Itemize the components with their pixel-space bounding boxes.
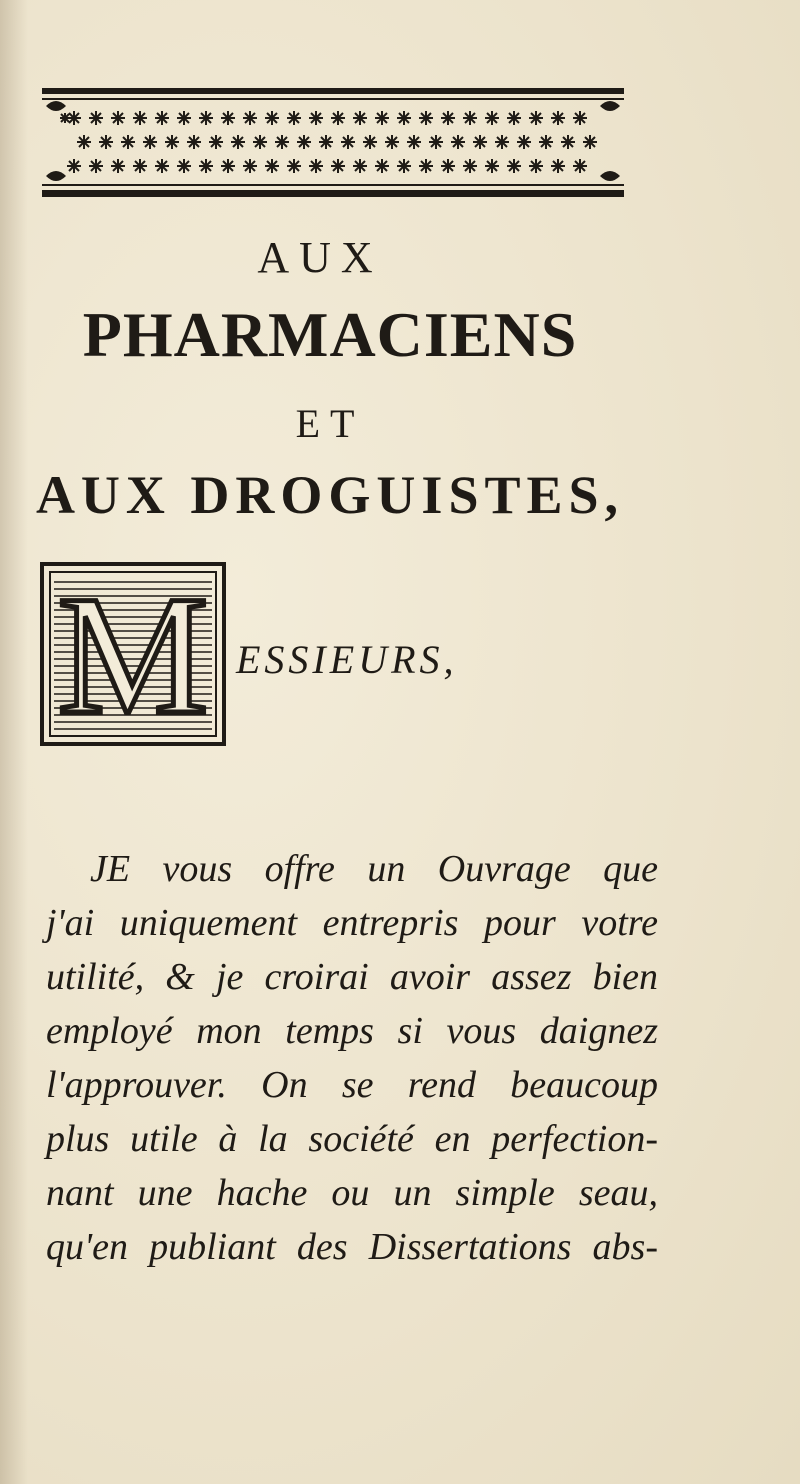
text-line: JE vous offre un Ouvrage que bbox=[90, 848, 658, 890]
ornament-star bbox=[441, 159, 455, 173]
ornament-star bbox=[507, 159, 521, 173]
ornament-star bbox=[67, 111, 81, 125]
ornament-star bbox=[583, 135, 597, 149]
ornament-star bbox=[121, 135, 135, 149]
ornament-star bbox=[397, 159, 411, 173]
ornament-star bbox=[385, 135, 399, 149]
ornament-star bbox=[573, 159, 587, 173]
text-line: utilité, & je croirai avoir assez bien bbox=[46, 956, 658, 998]
ornament-star bbox=[529, 159, 543, 173]
ornament-star bbox=[309, 111, 323, 125]
header-ornament bbox=[40, 84, 626, 202]
ornament-star bbox=[221, 111, 235, 125]
ornament-star bbox=[375, 111, 389, 125]
text-line: nant une hache ou un simple seau, bbox=[46, 1172, 658, 1214]
ornament-star bbox=[99, 135, 113, 149]
text-line: employé mon temps si vous daignez bbox=[46, 1010, 658, 1052]
ornament-star bbox=[187, 135, 201, 149]
ornament-star bbox=[375, 159, 389, 173]
ornament-star bbox=[507, 111, 521, 125]
text-line: plus utile à la société en perfection- bbox=[46, 1118, 658, 1160]
heading-aux: AUX bbox=[257, 233, 383, 282]
ornament-star bbox=[243, 159, 257, 173]
ornament-star bbox=[209, 135, 223, 149]
heading-et: ET bbox=[295, 401, 365, 446]
ornament-star bbox=[331, 111, 345, 125]
ornament-star bbox=[473, 135, 487, 149]
ornament-star bbox=[551, 159, 565, 173]
ornament-star bbox=[133, 159, 147, 173]
ornament-star bbox=[529, 111, 543, 125]
text-line: j'ai uniquement entrepris pour votre bbox=[46, 902, 658, 944]
ornament-star bbox=[419, 159, 433, 173]
ornament-star bbox=[287, 111, 301, 125]
ornament-star bbox=[397, 111, 411, 125]
heading-droguistes: AUX DROGUISTES, bbox=[35, 465, 625, 525]
gutter-shadow bbox=[0, 0, 28, 1484]
text-line: qu'en publiant des Dissertations abs- bbox=[46, 1226, 658, 1268]
ornament-star bbox=[77, 135, 91, 149]
ornament-star bbox=[265, 111, 279, 125]
ornament-star bbox=[111, 159, 125, 173]
ornament-star bbox=[495, 135, 509, 149]
ornament-star bbox=[253, 135, 267, 149]
ornament-star bbox=[111, 111, 125, 125]
ornament-star bbox=[485, 111, 499, 125]
ornament-star bbox=[177, 159, 191, 173]
salutation: ESSIEURS, bbox=[236, 637, 458, 682]
ornament-star bbox=[155, 159, 169, 173]
ornament-star bbox=[407, 135, 421, 149]
drop-cap-letter: M bbox=[57, 562, 209, 746]
ornament-star bbox=[441, 111, 455, 125]
ornament-star bbox=[331, 159, 345, 173]
ornament-star bbox=[573, 111, 587, 125]
ornament-star bbox=[451, 135, 465, 149]
ornament-star bbox=[89, 159, 103, 173]
ornament-star bbox=[221, 159, 235, 173]
ornament-star bbox=[517, 135, 531, 149]
ornament-star bbox=[551, 111, 565, 125]
ornament-star bbox=[309, 159, 323, 173]
ornament-star bbox=[155, 111, 169, 125]
ornament-star bbox=[463, 159, 477, 173]
ornament-star bbox=[133, 111, 147, 125]
ornament-star bbox=[199, 111, 213, 125]
ornament-star bbox=[275, 135, 289, 149]
ornament-star bbox=[177, 111, 191, 125]
ornament-star bbox=[353, 111, 367, 125]
ornament-star bbox=[539, 135, 553, 149]
ornament-star bbox=[419, 111, 433, 125]
ornament-star bbox=[341, 135, 355, 149]
text-line: l'approuver. On se rend beaucoup bbox=[46, 1064, 658, 1106]
drop-cap-ornament bbox=[40, 562, 226, 746]
ornament-star bbox=[319, 135, 333, 149]
ornament-star bbox=[199, 159, 213, 173]
ornament-star bbox=[165, 135, 179, 149]
body-paragraph bbox=[46, 842, 658, 1274]
ornament-star bbox=[287, 159, 301, 173]
ornament-star bbox=[67, 159, 81, 173]
ornament-star bbox=[485, 159, 499, 173]
ornament-star bbox=[561, 135, 575, 149]
heading-pharmaciens: PHARMACIENS bbox=[82, 299, 578, 370]
ornament-star bbox=[429, 135, 443, 149]
ornament-star bbox=[265, 159, 279, 173]
ornament-star bbox=[89, 111, 103, 125]
ornament-star bbox=[463, 111, 477, 125]
ornament-star bbox=[231, 135, 245, 149]
ornament-star bbox=[243, 111, 257, 125]
ornament-star bbox=[143, 135, 157, 149]
ornament-star bbox=[297, 135, 311, 149]
ornament-star bbox=[353, 159, 367, 173]
ornament-star bbox=[363, 135, 377, 149]
